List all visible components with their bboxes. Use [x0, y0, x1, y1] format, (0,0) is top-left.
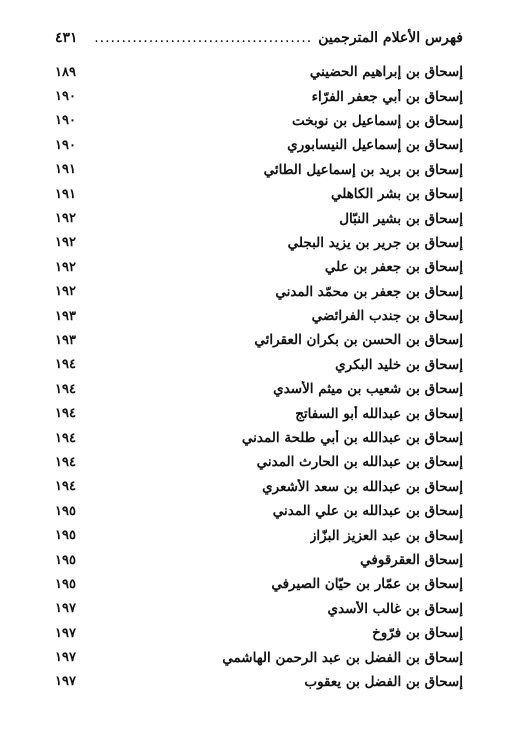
index-entry: [55, 84, 463, 108]
entry-page-number: ١٩٥: [55, 528, 76, 544]
entry-page-number: ١٩٤: [55, 430, 76, 446]
entry-page-number: ١٩٠: [55, 89, 76, 105]
index-entry: [55, 304, 463, 328]
entry-page-number: ١٩٢: [55, 211, 76, 227]
entry-page-number: ١٩١: [55, 186, 76, 202]
index-entry: [55, 206, 463, 230]
entry-page-number: ١٩٢: [55, 235, 76, 251]
entry-name: إسحاق بن عمّار بن حيّان الصيرفي: [271, 576, 463, 593]
index-entry: [55, 255, 463, 279]
index-entry: [55, 548, 463, 572]
entry-name: إسحاق بن أبي جعفر الفرّاء: [311, 88, 463, 105]
index-entry: [55, 182, 463, 206]
entry-page-number: ١٩٥: [55, 503, 76, 519]
entry-name: إسحاق بن بشر الكاهلي: [330, 186, 463, 203]
index-entry: [55, 401, 463, 425]
index-entry: [55, 109, 463, 133]
index-entry: [55, 353, 463, 377]
entry-name: إسحاق بن فرّوخ: [372, 625, 463, 642]
running-header: [55, 30, 463, 54]
index-entry: [55, 280, 463, 304]
index-entry: [55, 670, 463, 694]
entry-name: إسحاق بن عبد العزيز البزّاز: [309, 527, 463, 544]
entry-name: إسحاق بن جرير بن يزيد البجلي: [287, 234, 463, 251]
index-entry: [55, 426, 463, 450]
entry-page-number: ١٩٥: [55, 552, 76, 568]
header-title: فهرس الأعلام المترجمين: [318, 30, 463, 46]
entry-page-number: ١٨٩: [55, 64, 76, 80]
index-entry: [55, 231, 463, 255]
entry-name: إسحاق بن جعفر بن علي: [324, 259, 463, 276]
entry-page-number: ١٩٧: [55, 601, 76, 617]
entry-name: إسحاق بن الحسن بن بكران العقرائي: [254, 332, 463, 349]
entry-page-number: ١٩١: [55, 162, 76, 178]
entry-page-number: ١٩٧: [55, 674, 76, 690]
index-entry: [55, 475, 463, 499]
index-entry: [55, 499, 463, 523]
entry-name: إسحاق بن شعيب بن ميثم الأسدي: [273, 381, 463, 398]
entry-page-number: ١٩٧: [55, 650, 76, 666]
entry-name: إسحاق بن الفضل بن عبد الرحمن الهاشمي: [222, 649, 463, 666]
entry-name: إسحاق بن بريد بن إسماعيل الطائي: [263, 161, 463, 178]
index-entry: [55, 158, 463, 182]
index-entry: [55, 450, 463, 474]
entry-name: إسحاق بن خليد البكري: [335, 356, 463, 373]
entry-name: إسحاق بن عبدالله بن علي المدني: [272, 503, 463, 520]
index-entry: [55, 60, 463, 84]
entry-name: إسحاق العقرقوفي: [360, 552, 463, 568]
entry-name: إسحاق بن غالب الأسدي: [327, 600, 463, 617]
entry-page-number: ١٩٤: [55, 454, 76, 470]
entry-name: إسحاق بن عبدالله بن سعد الأشعري: [262, 478, 463, 495]
entry-page-number: ١٩٠: [55, 113, 76, 129]
entry-page-number: ١٩٤: [55, 406, 76, 422]
entry-name: إسحاق بن إسماعيل النيسابوري: [287, 137, 463, 154]
entry-page-number: ١٩٤: [55, 357, 76, 373]
entry-page-number: ١٩٧: [55, 625, 76, 641]
entry-page-number: ١٩٢: [55, 259, 76, 275]
index-entry: [55, 597, 463, 621]
entry-name: إسحاق بن بشير النبّال: [339, 210, 463, 227]
entry-name: إسحاق بن الفضل بن يعقوب: [304, 673, 463, 690]
index-entry: [55, 377, 463, 401]
entry-name: إسحاق بن عبدالله بن الحارث المدني: [256, 454, 463, 471]
entry-name: إسحاق بن إسماعيل بن نوبخت: [291, 112, 463, 129]
entry-name: إسحاق بن عبدالله بن أبي طلحة المدني: [241, 430, 463, 447]
index-entry: [55, 645, 463, 669]
entry-name: إسحاق بن جندب الفرائضي: [311, 308, 463, 325]
index-entry: [55, 523, 463, 547]
index-entry: [55, 572, 463, 596]
header-page-number: ٤٣١: [55, 30, 78, 46]
entry-name: إسحاق بن عبدالله أبو السفاتج: [295, 405, 463, 422]
entry-page-number: ١٩٣: [55, 308, 76, 324]
entry-page-number: ١٩٤: [55, 381, 76, 397]
entry-page-number: ١٩٤: [55, 479, 76, 495]
index-entry: [55, 621, 463, 645]
header-leader-dots: ........................................: [94, 30, 313, 46]
entry-page-number: ١٩٥: [55, 576, 76, 592]
entry-page-number: ١٩٣: [55, 332, 76, 348]
entry-name: إسحاق بن جعفر بن محمّد المدني: [275, 283, 463, 300]
entry-name: إسحاق بن إبراهيم الحضيني: [309, 64, 463, 81]
index-entry: [55, 133, 463, 157]
entry-page-number: ١٩٠: [55, 137, 76, 153]
entry-page-number: ١٩٢: [55, 284, 76, 300]
index-entry: [55, 328, 463, 352]
index-entries-list: [55, 60, 463, 694]
